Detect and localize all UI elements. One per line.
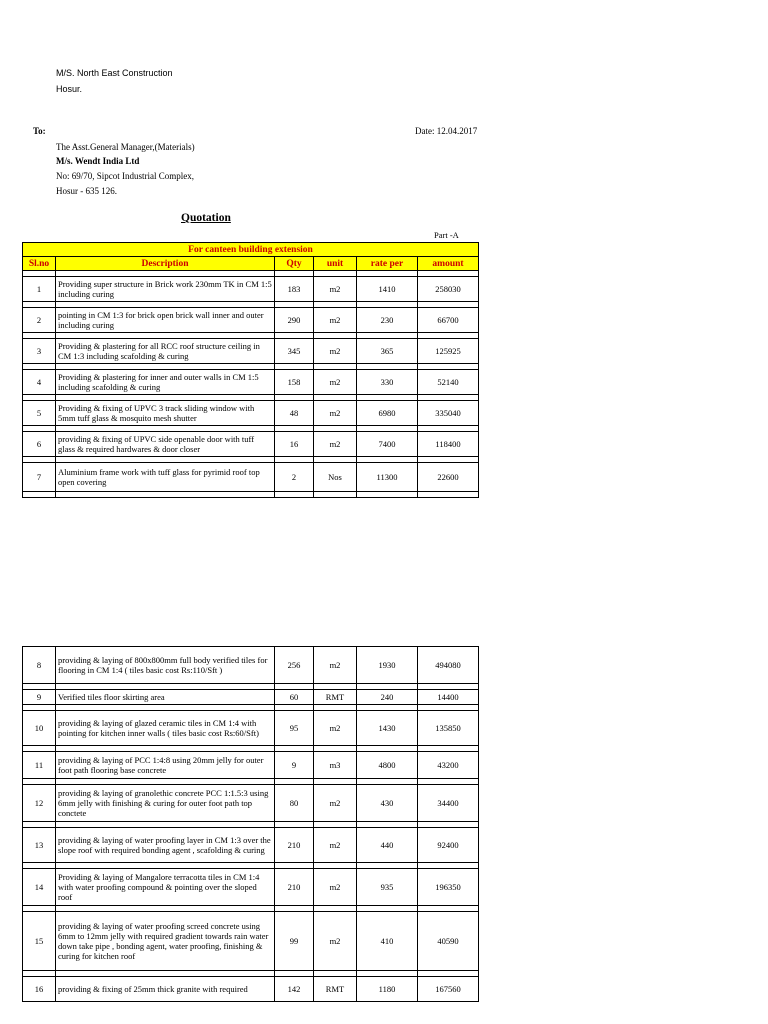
spacer-cell xyxy=(357,492,418,498)
cell-desc: Providing & plastering for all RCC roof structure ceiling in CM 1:3 including scafolding & curing xyxy=(56,339,275,364)
cell-rate: 11300 xyxy=(357,463,418,492)
sender-city: Hosur. xyxy=(56,84,83,94)
to-label: To: xyxy=(33,126,46,136)
cell-unit: m2 xyxy=(314,912,357,971)
cell-sl: 15 xyxy=(23,912,56,971)
table-row xyxy=(23,308,479,333)
recipient-company-line xyxy=(56,156,139,166)
table-row xyxy=(23,690,479,705)
header-rate: rate per xyxy=(357,257,418,271)
cell-unit: m2 xyxy=(314,339,357,364)
recipient-prefix: M/s. xyxy=(56,156,75,166)
cell-qty: 16 xyxy=(275,432,314,457)
cell-desc: Providing super structure in Brick work 230mm TK in CM 1:5 including curing xyxy=(56,277,275,302)
cell-unit: RMT xyxy=(314,977,357,1002)
spacer-cell xyxy=(56,492,275,498)
cell-sl: 8 xyxy=(23,647,56,684)
cell-unit: Nos xyxy=(314,463,357,492)
cell-qty: 99 xyxy=(275,912,314,971)
cell-desc: providing & laying of water proofing screed concrete using 6mm to 12mm jelly with required gradient towards rain water down take pipe , bonding agent, water proofing, finishing & curing for kitchen roof xyxy=(56,912,275,971)
table-row xyxy=(23,711,479,746)
table-row xyxy=(23,463,479,492)
cell-unit: m2 xyxy=(314,869,357,906)
cell-qty: 95 xyxy=(275,711,314,746)
table-row xyxy=(23,912,479,971)
date-text: Date: 12.04.2017 xyxy=(415,126,478,136)
cell-sl: 2 xyxy=(23,308,56,333)
cell-desc: Providing & laying of Mangalore terracotta tiles in CM 1:4 with water proofing compound & pointing over the sloped roof xyxy=(56,869,275,906)
cell-unit: m2 xyxy=(314,432,357,457)
cell-amount: 125925 xyxy=(418,339,479,364)
cell-desc: providing & laying of glazed ceramic tiles in CM 1:4 with pointing for kitchen inner walls ( tiles basic cost Rs:60/Sft) xyxy=(56,711,275,746)
cell-sl: 6 xyxy=(23,432,56,457)
table-row xyxy=(23,869,479,906)
cell-amount: 40590 xyxy=(418,912,479,971)
spacer-row xyxy=(23,492,479,498)
cell-unit: m2 xyxy=(314,308,357,333)
table-row xyxy=(23,828,479,863)
cell-desc: Providing & plastering for inner and outer walls in CM 1:5 including scafolding & curing xyxy=(56,370,275,395)
table-row xyxy=(23,977,479,1002)
table-row xyxy=(23,785,479,822)
cell-qty: 80 xyxy=(275,785,314,822)
quotation-table-continued xyxy=(22,646,479,1002)
cell-qty: 60 xyxy=(275,690,314,705)
header-qty: Qty xyxy=(275,257,314,271)
recipient-line4: Hosur - 635 126. xyxy=(56,186,117,196)
cell-sl: 16 xyxy=(23,977,56,1002)
cell-rate: 230 xyxy=(357,308,418,333)
recipient-line1: The Asst.General Manager,(Materials) xyxy=(56,142,195,152)
cell-desc: Providing & fixing of UPVC 3 track sliding window with 5mm tuff glass & mosquito mesh shutter xyxy=(56,401,275,426)
table-row xyxy=(23,647,479,684)
cell-rate: 1410 xyxy=(357,277,418,302)
cell-rate: 1430 xyxy=(357,711,418,746)
header-row xyxy=(23,257,479,271)
cell-rate: 430 xyxy=(357,785,418,822)
table-row xyxy=(23,370,479,395)
cell-amount: 92400 xyxy=(418,828,479,863)
cell-amount: 34400 xyxy=(418,785,479,822)
cell-sl: 11 xyxy=(23,752,56,779)
cell-sl: 9 xyxy=(23,690,56,705)
cell-rate: 365 xyxy=(357,339,418,364)
cell-rate: 240 xyxy=(357,690,418,705)
table-row xyxy=(23,432,479,457)
cell-unit: m2 xyxy=(314,370,357,395)
spacer-cell xyxy=(23,492,56,498)
quotation-table-part-a xyxy=(22,242,479,498)
part-label: Part -A xyxy=(434,230,459,240)
cell-desc: providing & laying of water proofing layer in CM 1:3 over the slope roof with required bonding agent , scafolding & curing xyxy=(56,828,275,863)
header-slno: Sl.no xyxy=(23,257,56,271)
table-row xyxy=(23,401,479,426)
cell-amount: 66700 xyxy=(418,308,479,333)
cell-sl: 13 xyxy=(23,828,56,863)
cell-desc: Verified tiles floor skirting area xyxy=(56,690,275,705)
table-row xyxy=(23,339,479,364)
spacer-cell xyxy=(418,492,479,498)
cell-qty: 345 xyxy=(275,339,314,364)
cell-qty: 290 xyxy=(275,308,314,333)
cell-rate: 330 xyxy=(357,370,418,395)
cell-rate: 1930 xyxy=(357,647,418,684)
cell-desc: providing & laying of granolethic concrete PCC 1:1.5:3 using 6mm jelly with finishing & curing for outer foot path top conctete xyxy=(56,785,275,822)
cell-sl: 10 xyxy=(23,711,56,746)
cell-qty: 256 xyxy=(275,647,314,684)
cell-sl: 4 xyxy=(23,370,56,395)
cell-rate: 1180 xyxy=(357,977,418,1002)
cell-qty: 142 xyxy=(275,977,314,1002)
cell-sl: 7 xyxy=(23,463,56,492)
cell-rate: 6980 xyxy=(357,401,418,426)
cell-amount: 335040 xyxy=(418,401,479,426)
cell-rate: 935 xyxy=(357,869,418,906)
cell-unit: m3 xyxy=(314,752,357,779)
cell-amount: 494080 xyxy=(418,647,479,684)
cell-desc: providing & laying of PCC 1:4:8 using 20mm jelly for outer foot path flooring base concrete xyxy=(56,752,275,779)
header-unit: unit xyxy=(314,257,357,271)
cell-amount: 167560 xyxy=(418,977,479,1002)
table-row xyxy=(23,277,479,302)
cell-qty: 158 xyxy=(275,370,314,395)
table-row xyxy=(23,752,479,779)
cell-amount: 52140 xyxy=(418,370,479,395)
cell-amount: 14400 xyxy=(418,690,479,705)
cell-amount: 196350 xyxy=(418,869,479,906)
cell-unit: m2 xyxy=(314,828,357,863)
cell-desc: providing & laying of 800x800mm full body verified tiles for flooring in CM 1:4 ( tiles basic cost Rs:110/Sft ) xyxy=(56,647,275,684)
cell-desc: pointing in CM 1:3 for brick open brick wall inner and outer including curing xyxy=(56,308,275,333)
cell-unit: m2 xyxy=(314,277,357,302)
spacer-cell xyxy=(275,492,314,498)
section-title: For canteen building extension xyxy=(23,243,479,257)
cell-unit: m2 xyxy=(314,401,357,426)
cell-rate: 410 xyxy=(357,912,418,971)
cell-sl: 1 xyxy=(23,277,56,302)
cell-rate: 440 xyxy=(357,828,418,863)
cell-amount: 43200 xyxy=(418,752,479,779)
cell-desc: Aluminium frame work with tuff glass for pyrimid roof top open covering xyxy=(56,463,275,492)
cell-sl: 14 xyxy=(23,869,56,906)
cell-rate: 4800 xyxy=(357,752,418,779)
cell-qty: 210 xyxy=(275,869,314,906)
cell-desc: providing & fixing of 25mm thick granite with required xyxy=(56,977,275,1002)
sender-company: M/S. North East Construction xyxy=(56,68,173,78)
page-title: Quotation xyxy=(181,212,231,224)
cell-desc: providing & fixing of UPVC side openable door with tuff glass & required hardwares & door closer xyxy=(56,432,275,457)
section-title-row xyxy=(23,243,479,257)
cell-rate: 7400 xyxy=(357,432,418,457)
recipient-line3: No: 69/70, Sipcot Industrial Complex, xyxy=(56,171,194,181)
cell-qty: 9 xyxy=(275,752,314,779)
cell-unit: m2 xyxy=(314,647,357,684)
cell-qty: 48 xyxy=(275,401,314,426)
cell-sl: 3 xyxy=(23,339,56,364)
cell-sl: 5 xyxy=(23,401,56,426)
header-description: Description xyxy=(56,257,275,271)
cell-amount: 118400 xyxy=(418,432,479,457)
cell-unit: m2 xyxy=(314,785,357,822)
cell-qty: 183 xyxy=(275,277,314,302)
cell-unit: RMT xyxy=(314,690,357,705)
spacer-cell xyxy=(314,492,357,498)
cell-qty: 2 xyxy=(275,463,314,492)
cell-qty: 210 xyxy=(275,828,314,863)
cell-amount: 22600 xyxy=(418,463,479,492)
header-amount: amount xyxy=(418,257,479,271)
recipient-company: Wendt India Ltd xyxy=(74,156,140,166)
cell-sl: 12 xyxy=(23,785,56,822)
cell-amount: 135850 xyxy=(418,711,479,746)
cell-unit: m2 xyxy=(314,711,357,746)
cell-amount: 258030 xyxy=(418,277,479,302)
